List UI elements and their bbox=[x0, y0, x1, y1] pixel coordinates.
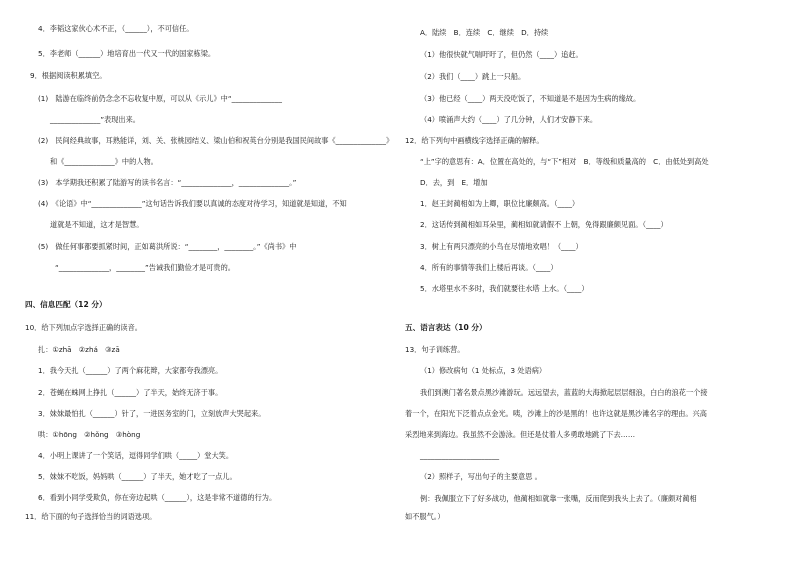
options-line: A．陆续 B．连续 C．继续 D．持续 bbox=[420, 28, 549, 37]
text-line: ______________”表现出来。 bbox=[50, 115, 140, 124]
answer-line: ______________________ bbox=[420, 451, 500, 460]
text-line: （3）他已经（____）两天没吃饭了，不知道是不是因为生病的缘故。 bbox=[420, 94, 641, 103]
text-line: 4．小明上课讲了一个笑话，逗得同学们哄（_____）堂大笑。 bbox=[38, 451, 234, 460]
text-line: 3．妹妹最怕扎（______）针了，一进医务室的门，立刻放声大哭起来。 bbox=[38, 409, 266, 418]
question-title: 12．给下列句中画横线字选择正确的解释。 bbox=[405, 136, 544, 145]
text-line: 我们到澳门著名景点黑沙滩游玩。远远望去，蓝蓝的大海掀起层层细浪，白白的浪花一个接 bbox=[420, 388, 708, 397]
text-line: 5．水塔里水不多时，我们就要往水塔 上水。（____） bbox=[420, 284, 589, 293]
text-line: (4) 《论语》中“______________”这句话告诉我们要以真诚的态度对待学习，知道就是知道，不知 bbox=[38, 199, 347, 208]
question-title: 9．根据阅读积累填空。 bbox=[30, 71, 107, 80]
text-line: （2）我们（____）跳上一只船。 bbox=[420, 72, 526, 81]
text-line: 5．妹妹不吃饭，妈妈哄（______）了半天，她才吃了一点儿。 bbox=[38, 472, 237, 481]
text-line: (2) 民间经典故事，耳熟能详，刘、关、张桃园结义、梁山伯和祝英台分别是我国民间故事《______________》 bbox=[38, 136, 394, 145]
text-line: 1．赵王封蔺相如为上卿，职位比廉颇高。（____） bbox=[420, 199, 580, 208]
section-title: 五、语言表达（10 分） bbox=[405, 323, 487, 332]
text-line: “上”字的意思有：A．位置在高处的，与“下”相对 B．等级和质量高的 C．由低处到高处 bbox=[420, 157, 709, 166]
text-line: 例：我佩服立下了好多战功，他蔺相如就靠一张嘴，反而爬到我头上去了。（廉颇对蔺相 bbox=[420, 494, 697, 503]
text-line: (3) 本学期我还积累了陆游写的读书名言：“______________，______________。” bbox=[38, 178, 297, 187]
text-line: （1）他很快就气喘吁吁了，但仍然（____）追赶。 bbox=[420, 50, 583, 59]
text-line: 2．苍蝇在蛛网上挣扎（______）了半天，始终无济于事。 bbox=[38, 388, 223, 397]
question-title: 13．句子训练营。 bbox=[405, 345, 465, 354]
text-line: （1）修改病句（1 处标点，3 处语病） bbox=[420, 366, 547, 375]
text-line: 着一个，在阳光下泛着点点金光。咦，沙滩上的沙是黑的！也许这就是黑沙滩名字的理由。兴高 bbox=[405, 409, 707, 418]
text-line: 6．看到小同学受欺负，你在旁边起哄（______），这是非常不道德的行为。 bbox=[38, 493, 277, 502]
text-line: 道就是不知道，这才是智慧。 bbox=[50, 220, 144, 229]
text-line: 如不服气。） bbox=[405, 512, 445, 521]
pinyin-options: 扎：①zhā ②zhá ③zā bbox=[38, 345, 120, 354]
text-line: 2．这话传到蔺相如耳朵里，蔺相如就请假不 上朝，免得跟廉颇见面。（____） bbox=[420, 220, 668, 229]
section-title: 四、信息匹配（12 分） bbox=[25, 300, 107, 309]
text-line: 1．我今天扎（______）了两个麻花辫，大家都夸我漂亮。 bbox=[38, 366, 223, 375]
text-line: 4．所有的事情等我们上楼后再谈。（____） bbox=[420, 263, 558, 272]
question-title: 11．给下面的句子选择恰当的词语选项。 bbox=[25, 512, 157, 521]
text-line: D．去，到 E．增加 bbox=[420, 178, 488, 187]
question-title: 10．给下列加点字选择正确的读音。 bbox=[25, 323, 142, 332]
text-line: “______________，________”告诫我们勤俭才是可贵的。 bbox=[55, 263, 235, 272]
pinyin-options: 哄：①hōng ②hǒng ③hòng bbox=[38, 430, 141, 439]
text-line: 采烈地来到海边。我虽然不会游泳。但还是仗着人多勇敢地跳了下去…… bbox=[405, 430, 636, 439]
text-line: (1) 陆游在临终前仍念念不忘收复中原，可以从《示儿》中“______________ bbox=[38, 94, 282, 103]
text-line: (5) 做任何事都要抓紧时间，正如葛洪所说：“________，________。”《尚书》中 bbox=[38, 242, 297, 251]
text-line: （4）喷涌声大约（____）了几分钟，人们才安静下来。 bbox=[420, 115, 598, 124]
text-line: 4．李韬这家伙心术不正，（______），不可信任。 bbox=[38, 24, 194, 33]
text-line: 5．李老师（______）地培育出一代又一代的国家栋梁。 bbox=[38, 49, 216, 58]
text-line: 3．树上有两只漂亮的小鸟在尽情地欢唱！（____） bbox=[420, 242, 583, 251]
text-line: 和《______________》中的人物。 bbox=[50, 157, 158, 166]
text-line: （2）照样子，写出句子的主要意思 。 bbox=[420, 472, 542, 481]
